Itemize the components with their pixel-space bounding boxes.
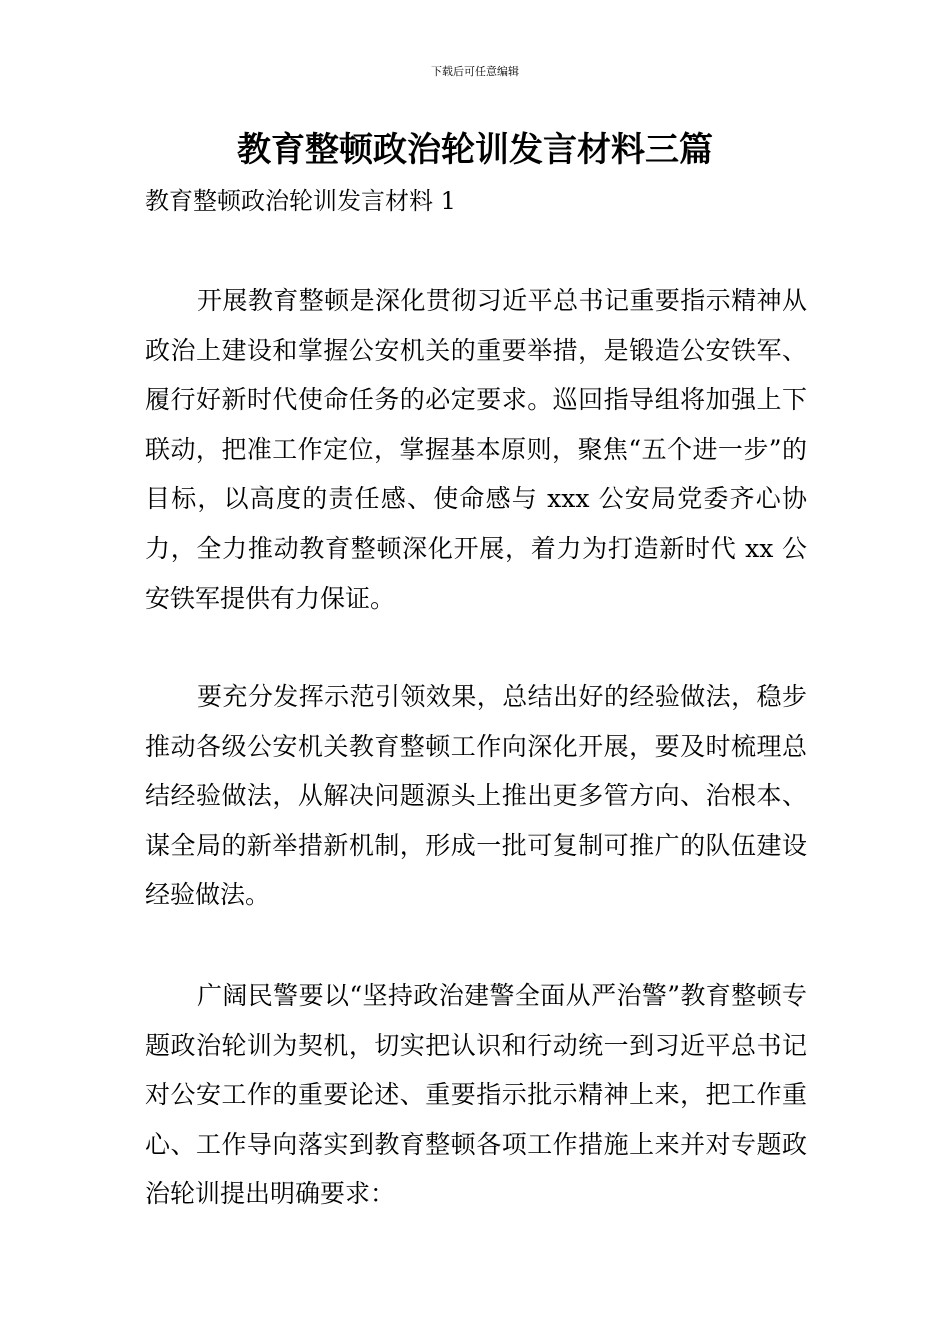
section-heading: 教育整顿政治轮训发言材料 1 bbox=[145, 187, 456, 215]
body-paragraph-3: 广阔民警要以“坚持政治建警全面从严治警”教育整顿专题政治轮训为契机，切实把认识和行动统一到习近平总书记对公安工作的重要论述、重要指示批示精神上来，把工作重心、工作导向落实到教育整顿各项工作措施上来并对专题政治轮训提出明确要求： bbox=[145, 981, 807, 1209]
body-paragraph-1: 开展教育整顿是深化贯彻习近平总书记重要指示精神从政治上建设和掌握公安机关的重要举措，是锻造公安铁军、履行好新时代使命任务的必定要求。巡回指导组将加强上下联动，把准工作定位，掌握基本原则，聚焦“五个进一步”的目标，以高度的责任感、使命感与 xxx 公安局党委齐心协力，全力推动教育整顿深化开展，着力为打造新时代 xx 公安铁军提供有力保证。 bbox=[145, 286, 807, 613]
body-paragraph-2: 要充分发挥示范引领效果，总结出好的经验做法，稳步推动各级公安机关教育整顿工作向深化开展，要及时梳理总结经验做法，从解决问题源头上推出更多管方向、治根本、谋全局的新举措新机制，形成一批可复制可推广的队伍建设经验做法。 bbox=[145, 682, 807, 910]
document-title: 教育整顿政治轮训发言材料三篇 bbox=[237, 130, 713, 170]
header-note: 下载后可任意编辑 bbox=[431, 65, 519, 78]
